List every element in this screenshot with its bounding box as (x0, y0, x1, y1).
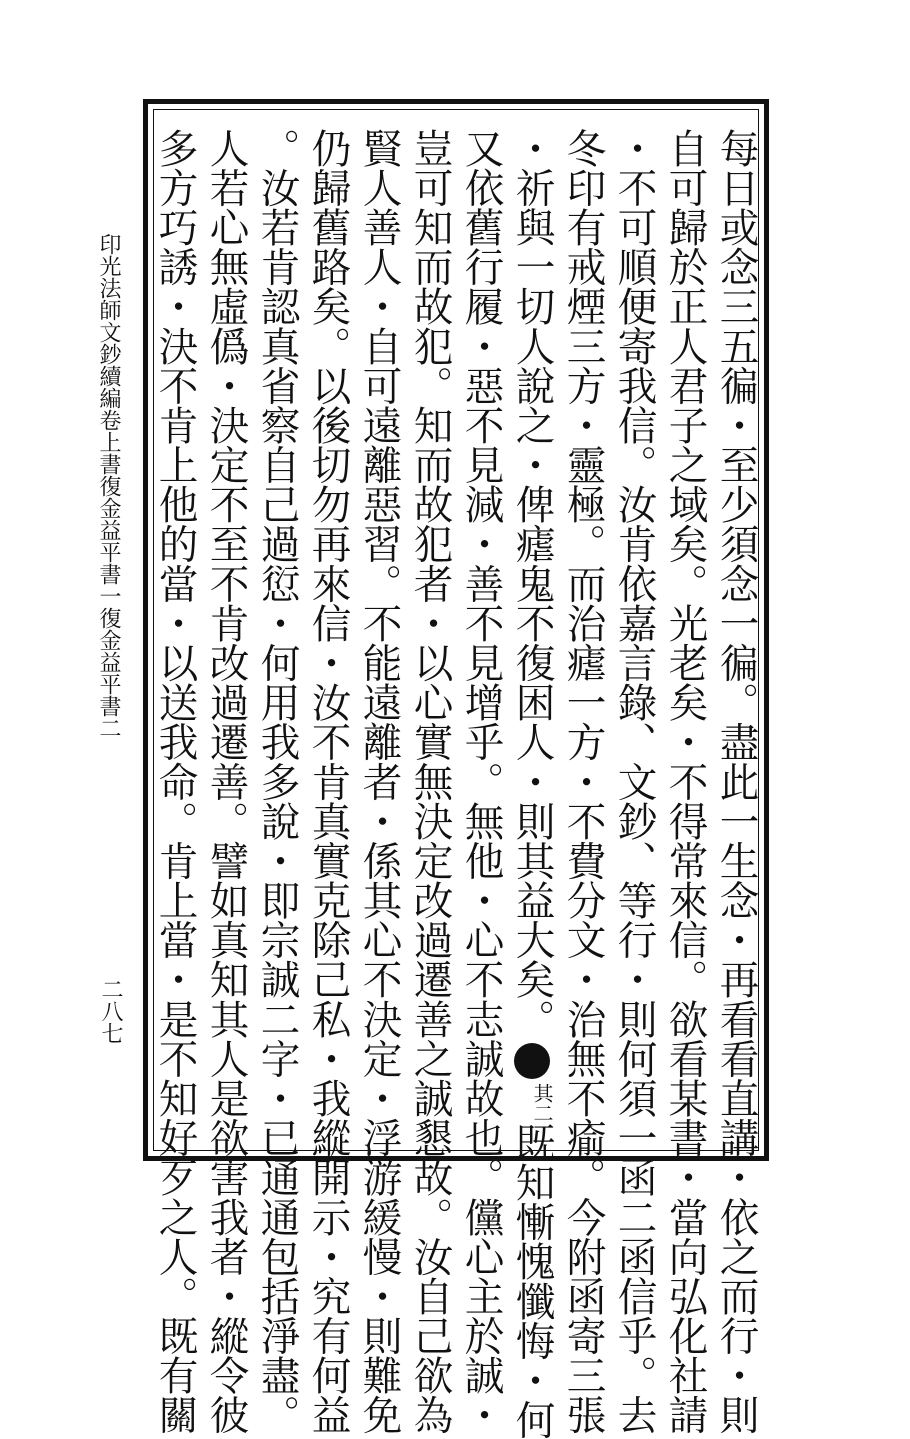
text-column-12: 多方巧誘・決不肯上他的當・以送我命。肯上當・是不知好歹之人。既有關 (152, 128, 198, 1435)
column-5-continuation: 既知慚愧懺悔・何 (509, 1122, 555, 1439)
page-number: 二八七 (98, 978, 123, 1044)
book-title: 印光法師文鈔續編卷上 (96, 233, 121, 453)
section-marker-dot (514, 1043, 550, 1079)
section-note: 其二 (530, 1082, 554, 1123)
text-column-5 (509, 128, 555, 1439)
running-header (93, 233, 123, 739)
letter-two-title: 復金益平書二 (96, 607, 121, 739)
text-column-8: 賢人善人・自可遠離惡習。不能遠離者・係其心不決定・浮游緩慢・則難免 (356, 128, 402, 1435)
column-5-text: ・祈與一切人說之・俾瘧鬼不復困人・則其益大矣。 (509, 128, 555, 1039)
letter-one-title: 復金益平書一 (96, 475, 121, 607)
text-column-6: 又依舊行履・惡不見減・善不見增乎。無他・心不志誠故也。儻心主於誠・ (458, 128, 504, 1435)
section-label: 書 (96, 453, 121, 475)
text-column-2: 自可歸於正人君子之域矣。光老矣・不得常來信。欲看某書・當向弘化社請 (662, 128, 708, 1435)
text-column-4: 冬印有戒煙三方・靈極。而治瘧一方・不費分文・治無不瘉。今附函寄三張 (560, 128, 606, 1435)
text-column-9: 仍歸舊路矣。以後切勿再來信・汝不肯真實克除己私・我縱開示・究有何益 (305, 128, 351, 1435)
text-column-10: 。汝若肯認真省察自己過愆・何用我多說・即宗誠二字・已通通包括淨盡。 (254, 128, 300, 1435)
text-column-3: ・不可順便寄我信。汝肯依嘉言錄、文鈔、等行・則何須一函二函信乎。去 (611, 128, 657, 1435)
text-column-11: 人若心無虛僞・決定不至不肯改過遷善。譬如真知其人是欲害我者・縱令彼 (203, 128, 249, 1435)
text-column-7: 豈可知而故犯。知而故犯者・以心實無決定改過遷善之誠懇故。汝自己欲為 (407, 128, 453, 1435)
text-column-1: 每日或念三五徧・至少須念一徧。盡此一生念・再看看直講・依之而行・則 (713, 128, 759, 1435)
